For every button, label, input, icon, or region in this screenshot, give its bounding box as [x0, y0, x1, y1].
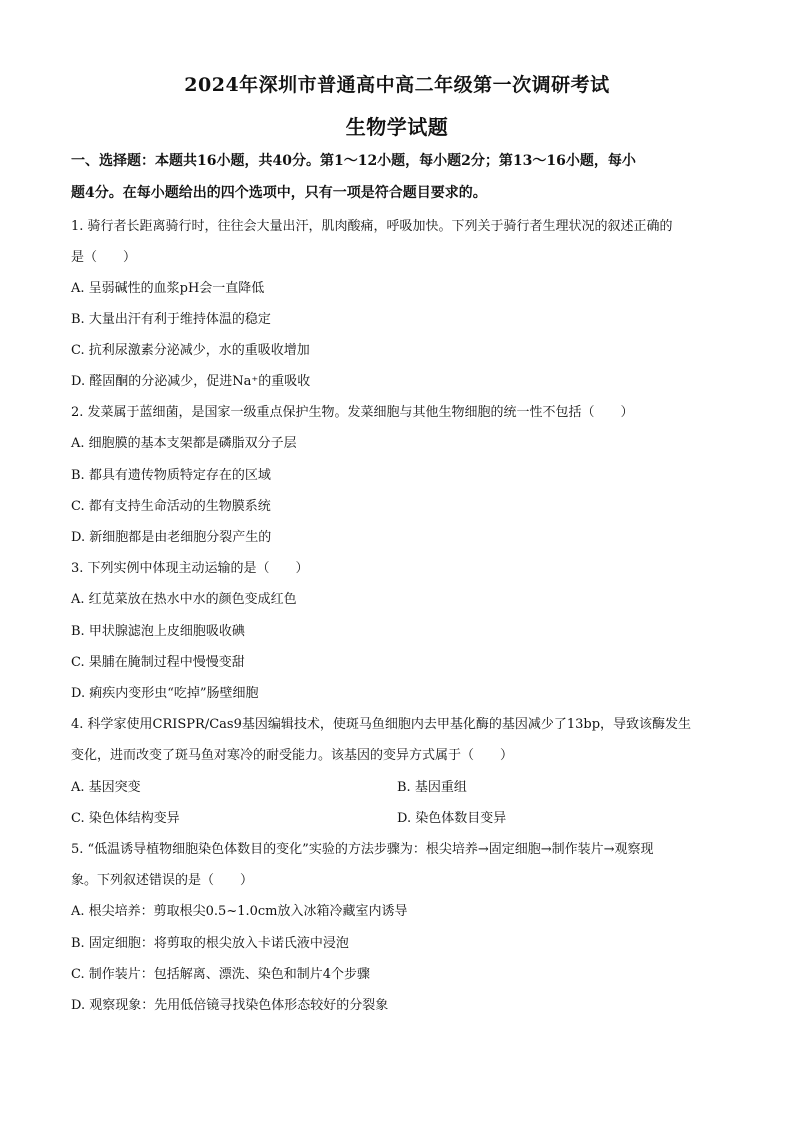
question-2-option-d: D. 新细胞都是由老细胞分裂产生的: [71, 530, 272, 545]
question-1-option-d: D. 醛固酮的分泌减少，促进Na⁺的重吸收: [71, 374, 311, 389]
question-5-stem-cont: 象。下列叙述错误的是（ ）: [71, 873, 254, 888]
question-3-stem: 3. 下列实例中体现主动运输的是（ ）: [71, 561, 309, 576]
question-5-option-c: C. 制作装片：包括解离、漂洗、染色和制片4个步骤: [71, 967, 371, 982]
question-4-option-c: C. 染色体结构变异: [71, 811, 180, 826]
section-instructions-line2: 题4分。在每小题给出的四个选项中，只有一项是符合题目要求的。: [71, 185, 487, 201]
question-3-option-a: A. 红苋菜放在热水中水的颜色变成红色: [71, 592, 297, 607]
exam-title: 2024年深圳市普通高中高二年级第一次调研考试: [184, 74, 610, 96]
question-2-option-a: A. 细胞膜的基本支架都是磷脂双分子层: [71, 436, 297, 451]
question-5-stem: 5. “低温诱导植物细胞染色体数目的变化”实验的方法步骤为：根尖培养→固定细胞→制作装片→观察现: [71, 842, 654, 857]
question-5-option-b: B. 固定细胞：将剪取的根尖放入卡诺氏液中浸泡: [71, 936, 349, 951]
question-3-option-b: B. 甲状腺滤泡上皮细胞吸收碘: [71, 624, 245, 639]
question-2-stem: 2. 发菜属于蓝细菌，是国家一级重点保护生物。发菜细胞与其他生物细胞的统一性不包括（ ）: [71, 405, 634, 420]
question-1-stem-cont: 是（ ）: [71, 250, 137, 265]
question-2-option-c: C. 都有支持生命活动的生物膜系统: [71, 499, 271, 514]
question-4-option-a: A. 基因突变: [71, 780, 141, 795]
question-1-option-b: B. 大量出汗有利于维持体温的稳定: [71, 312, 271, 327]
question-3-option-d: D. 痢疾内变形虫“吃掉”肠壁细胞: [71, 686, 259, 701]
exam-subtitle: 生物学试题: [345, 115, 449, 139]
question-2-option-b: B. 都具有遗传物质特定存在的区域: [71, 468, 271, 483]
question-1-option-c: C. 抗利尿激素分泌减少，水的重吸收增加: [71, 343, 310, 358]
question-1-stem: 1. 骑行者长距离骑行时，往往会大量出汗，肌肉酸痛，呼吸加快。下列关于骑行者生理状况的叙述正确的: [71, 219, 673, 234]
question-5-option-d: D. 观察现象：先用低倍镜寻找染色体形态较好的分裂象: [71, 998, 389, 1013]
question-1-option-a: A. 呈弱碱性的血浆pH会一直降低: [71, 281, 265, 296]
question-3-option-c: C. 果脯在腌制过程中慢慢变甜: [71, 655, 245, 670]
question-4-option-b: B. 基因重组: [397, 780, 467, 795]
question-4-stem-cont: 变化，进而改变了斑马鱼对寒冷的耐受能力。该基因的变异方式属于（ ）: [71, 748, 514, 763]
question-5-option-a: A. 根尖培养：剪取根尖0.5~1.0cm放入冰箱冷藏室内诱导: [71, 904, 408, 919]
section-instructions-line1: 一、选择题：本题共16小题，共40分。第1～12小题，每小题2分；第13～16小题，每小: [71, 153, 636, 169]
question-4-option-d: D. 染色体数目变异: [397, 811, 507, 826]
question-4-stem: 4. 科学家使用CRISPR/Cas9基因编辑技术，使斑马鱼细胞内去甲基化酶的基因减少了13bp，导致该酶发生: [71, 717, 692, 732]
